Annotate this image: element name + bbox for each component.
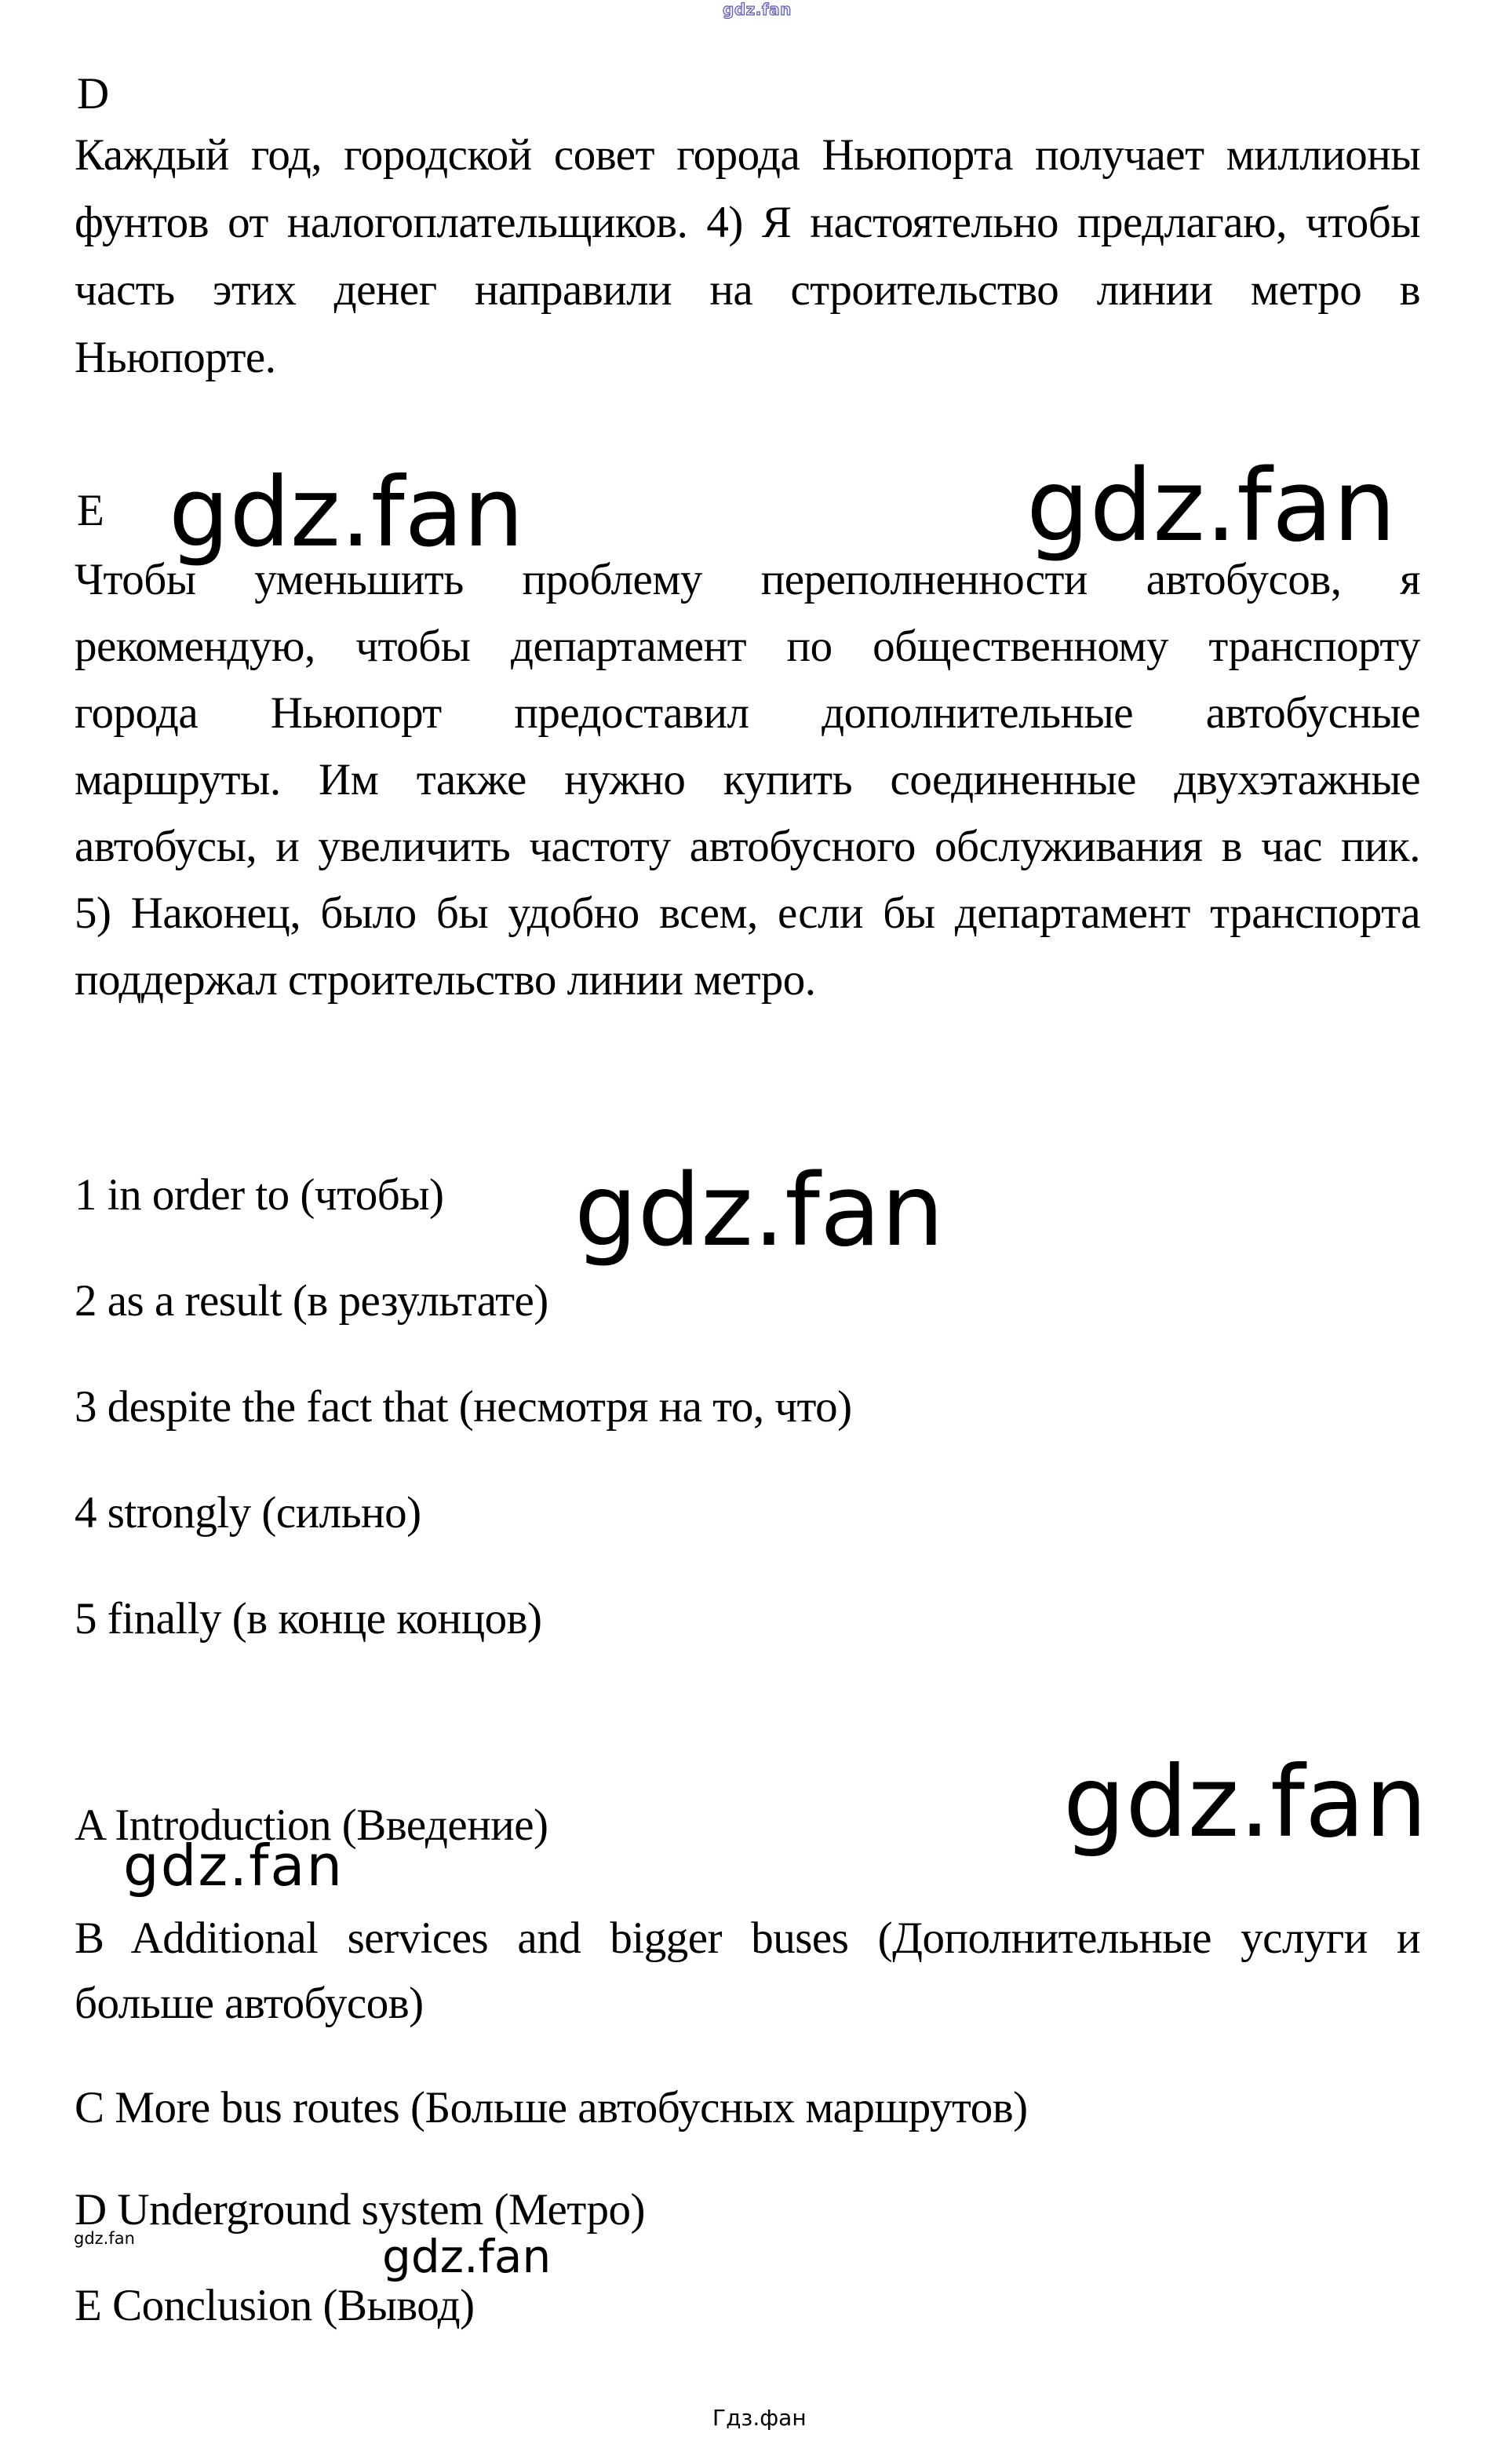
section-d-line: Каждый год, городской совет города Ньюпорта получает миллионы bbox=[75, 130, 1420, 180]
connector-item-1: 1 in order to (чтобы) bbox=[75, 1170, 444, 1220]
watermark-section-e-right: gdz.fan bbox=[1026, 447, 1397, 564]
section-e-label: E bbox=[77, 486, 104, 535]
connector-item-3: 3 despite the fact that (несмотря на то, что) bbox=[75, 1382, 852, 1432]
heading-d: D Underground system (Метро) bbox=[75, 2185, 645, 2235]
section-e-line: города Ньюпорт предоставил дополнительные автобусные bbox=[75, 688, 1420, 738]
site-brand-footer: Гдз.фан bbox=[712, 2405, 807, 2431]
section-d-line: часть этих денег направили на строительство линии метро в bbox=[75, 265, 1420, 315]
watermark-list-right: gdz.fan bbox=[574, 1152, 945, 1268]
connector-item-4: 4 strongly (сильно) bbox=[75, 1488, 421, 1538]
connector-item-2: 2 as a result (в результате) bbox=[75, 1276, 548, 1326]
heading-b-line-2: больше автобусов) bbox=[75, 1979, 424, 2028]
watermark-section-e-left: gdz.fan bbox=[169, 457, 524, 568]
connector-item-5: 5 finally (в конце концов) bbox=[75, 1594, 542, 1644]
heading-a: A Introduction (Введение) bbox=[75, 1800, 548, 1850]
watermark-top: gdz.fan bbox=[723, 0, 792, 19]
section-d-line: фунтов от налогоплательщиков. 4) Я настоятельно предлагаю, чтобы bbox=[75, 198, 1420, 247]
heading-e: E Conclusion (Вывод) bbox=[75, 2281, 475, 2330]
section-d-label: D bbox=[77, 69, 110, 119]
section-e-line: Чтобы уменьшить проблему переполненности автобусов, я bbox=[75, 555, 1420, 604]
watermark-headings-right: gdz.fan bbox=[1063, 1746, 1427, 1859]
section-e-line: маршруты. Им также нужно купить соединенные двухэтажные bbox=[75, 755, 1420, 804]
heading-b-line-1: B Additional services and bigger buses (Дополнительные услуги и bbox=[75, 1913, 1420, 1963]
watermark-headings-left: gdz.fan bbox=[123, 1833, 344, 1899]
watermark-footer-tiny: gdz.fan bbox=[74, 2229, 135, 2248]
section-e-line: 5) Наконец, было бы удобно всем, если бы департамент транспорта bbox=[75, 888, 1420, 938]
section-e-line: поддержал строительство линии метро. bbox=[75, 955, 816, 1005]
heading-c: C More bus routes (Больше автобусных маршрутов) bbox=[75, 2083, 1028, 2132]
section-e-line: автобусы, и увеличить частоту автобусного обслуживания в час пик. bbox=[75, 822, 1420, 871]
section-d-line: Ньюпорте. bbox=[75, 333, 276, 382]
watermark-footer-center: gdz.fan bbox=[382, 2230, 552, 2283]
section-e-line: рекомендую, чтобы департамент по общественному транспорту bbox=[75, 622, 1420, 671]
